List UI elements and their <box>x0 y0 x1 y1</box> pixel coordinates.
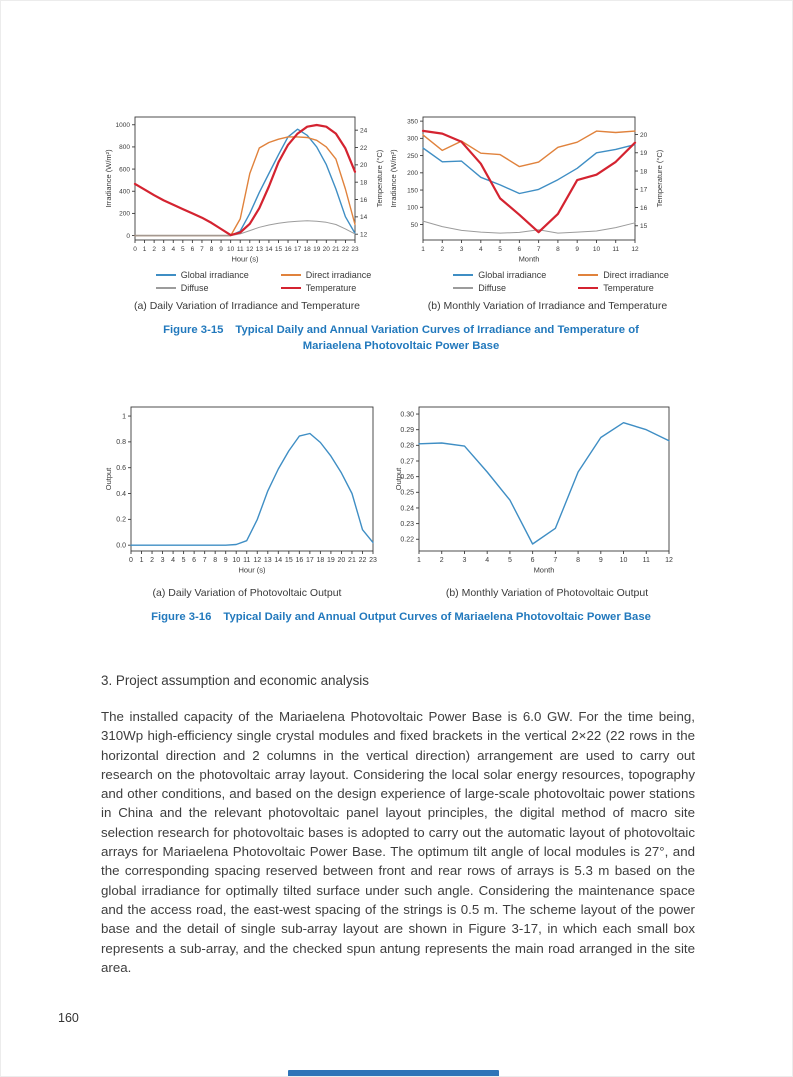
svg-text:7: 7 <box>553 557 558 564</box>
svg-text:13: 13 <box>255 246 263 253</box>
svg-text:6: 6 <box>190 246 195 253</box>
figure-3-15-caption-b: (b) Monthly Variation of Irradiance and Temperature <box>427 300 668 312</box>
svg-text:5: 5 <box>498 246 502 253</box>
svg-text:0.29: 0.29 <box>400 426 414 434</box>
legend-line-swatch <box>281 274 301 276</box>
svg-text:22: 22 <box>341 246 350 253</box>
svg-text:16: 16 <box>284 246 292 253</box>
svg-text:14: 14 <box>360 214 368 222</box>
svg-text:24: 24 <box>360 127 368 135</box>
svg-text:0.6: 0.6 <box>116 464 126 472</box>
figure-3-15-title <box>101 322 701 354</box>
chart-monthly-irradiance-temperature <box>386 107 701 271</box>
legend-item-global-irradiance <box>453 270 546 280</box>
figure-3-16-title <box>101 609 701 625</box>
legend-monthly-irradiance <box>406 270 716 293</box>
legend-label: Direct irradiance <box>603 270 669 280</box>
svg-text:16: 16 <box>295 557 304 564</box>
legend-item-direct-irradiance <box>578 270 669 280</box>
svg-text:7: 7 <box>200 246 204 253</box>
svg-text:17: 17 <box>293 246 302 253</box>
svg-text:9: 9 <box>219 246 223 253</box>
svg-text:16: 16 <box>360 196 368 204</box>
svg-text:11: 11 <box>642 557 650 564</box>
svg-text:21: 21 <box>332 246 340 253</box>
svg-text:19: 19 <box>640 150 648 158</box>
svg-text:0.4: 0.4 <box>116 490 126 498</box>
svg-text:0.27: 0.27 <box>400 458 414 466</box>
svg-text:350: 350 <box>407 118 418 126</box>
svg-text:10: 10 <box>592 246 601 253</box>
svg-text:12: 12 <box>246 246 254 253</box>
svg-text:1: 1 <box>417 557 421 564</box>
svg-text:17: 17 <box>640 186 648 194</box>
legend-label: Diffuse <box>478 283 507 293</box>
svg-text:0.26: 0.26 <box>400 473 414 481</box>
legend-line-swatch <box>453 287 473 289</box>
svg-text:Month: Month <box>518 254 540 264</box>
figure-3-16-caption-b: (b) Monthly Variation of Photovoltaic Output <box>445 587 649 599</box>
legend-line-swatch <box>156 287 176 289</box>
svg-text:5: 5 <box>507 557 512 564</box>
svg-text:19: 19 <box>313 246 321 253</box>
legend-line-swatch <box>156 274 176 276</box>
figure-3-16-title-text: Typical Daily and Annual Output Curves of Mariaelena Photovoltaic Power Base <box>223 611 651 623</box>
svg-text:20: 20 <box>640 131 648 139</box>
legend-label: Global irradiance <box>180 270 249 280</box>
svg-text:Output: Output <box>104 467 113 491</box>
svg-text:Month: Month <box>533 565 555 575</box>
svg-text:19: 19 <box>327 557 335 564</box>
svg-text:300: 300 <box>407 135 418 143</box>
svg-text:800: 800 <box>119 144 130 152</box>
svg-text:1000: 1000 <box>115 122 130 130</box>
svg-text:0.0: 0.0 <box>116 542 126 550</box>
svg-text:0.2: 0.2 <box>116 516 126 524</box>
svg-text:Irradiance (W/m²): Irradiance (W/m²) <box>389 149 398 208</box>
svg-text:0.22: 0.22 <box>400 536 414 544</box>
legend-line-swatch <box>453 274 473 276</box>
legend-label: Global irradiance <box>478 270 547 280</box>
legend-line-swatch <box>578 274 598 276</box>
svg-text:22: 22 <box>358 557 367 564</box>
svg-text:9: 9 <box>223 557 228 564</box>
svg-text:9: 9 <box>598 557 603 564</box>
svg-text:18: 18 <box>640 168 648 176</box>
svg-text:3: 3 <box>459 246 464 253</box>
svg-text:18: 18 <box>316 557 325 564</box>
legend-label: Temperature <box>305 283 357 293</box>
svg-text:8: 8 <box>213 557 218 564</box>
legend-item-temperature <box>281 283 372 293</box>
svg-text:150: 150 <box>407 187 418 195</box>
svg-text:12: 12 <box>253 557 262 564</box>
svg-text:11: 11 <box>236 246 244 253</box>
svg-text:Temperature (°C): Temperature (°C) <box>375 149 384 208</box>
svg-text:4: 4 <box>485 557 490 564</box>
legend-line-swatch <box>281 287 301 289</box>
svg-text:Irradiance (W/m²): Irradiance (W/m²) <box>104 149 113 208</box>
svg-text:200: 200 <box>407 170 418 178</box>
legend-item-global-irradiance <box>156 270 249 280</box>
svg-text:6: 6 <box>517 246 522 253</box>
svg-text:50: 50 <box>410 221 418 229</box>
legend-label: Temperature <box>603 283 654 293</box>
svg-text:16: 16 <box>640 204 648 212</box>
svg-text:11: 11 <box>243 557 251 564</box>
svg-text:2: 2 <box>440 246 445 253</box>
page-number: 160 <box>58 1011 79 1025</box>
svg-text:15: 15 <box>274 246 283 253</box>
svg-text:23: 23 <box>369 557 377 564</box>
svg-text:0.28: 0.28 <box>400 442 414 450</box>
svg-text:0.24: 0.24 <box>400 505 414 513</box>
chart-daily-irradiance-temperature <box>101 107 393 271</box>
svg-text:Temperature (°C): Temperature (°C) <box>655 149 664 208</box>
chart-monthly-output <box>391 397 703 581</box>
body-paragraph: The installed capacity of the Mariaelena Photovoltaic Power Base is 6.0 GW. For the time being, 310Wp high-efficiency single crystal modules and fixed brackets in the vertical 2×22 (22 rows in the horizontal direction and 2 columns in the vertical direction) arrangement are used to carry out research on the photovoltaic array layout. Considering the local solar energy resources, topography and other conditions, and based on the design experience of large-scale photovoltaic power stations in China and the relevant photovoltaic panel layout principles, the digital method of macro site selection research for photovoltaic bases is adopted to carry out the automatic layout of photovoltaic arrays for Mariaelena Photovoltaic Power Base. The optimum tilt angle of local modules is 27°, and the corresponding spacing reserved between front and rear rows of arrays is 5.3 m based on the global irradiance for optimally tilted surface under such angle. Considering the maintenance space and the access road, the east-west spacing of the strings is 0.5 m. The scheme layout of the power base and the detail of single sub-array layout are shown in Figure 3-17, in which each small box represents a sub-array, and the checked spun antung represents the main road arranged in the site area. <box>101 709 695 975</box>
svg-text:12: 12 <box>360 231 368 239</box>
svg-text:12: 12 <box>665 557 673 564</box>
svg-text:2: 2 <box>152 246 156 253</box>
svg-text:18: 18 <box>303 246 311 253</box>
svg-text:0.30: 0.30 <box>400 411 414 419</box>
svg-text:23: 23 <box>351 246 359 253</box>
svg-text:14: 14 <box>265 246 273 253</box>
svg-text:9: 9 <box>575 246 579 253</box>
svg-text:20: 20 <box>322 246 330 253</box>
svg-text:600: 600 <box>119 166 130 174</box>
svg-text:3: 3 <box>161 246 166 253</box>
svg-text:8: 8 <box>209 246 214 253</box>
svg-text:0: 0 <box>129 557 133 564</box>
legend-line-swatch <box>578 287 598 289</box>
svg-text:15: 15 <box>284 557 293 564</box>
svg-text:3: 3 <box>462 557 467 564</box>
svg-text:5: 5 <box>181 557 186 564</box>
figure-3-15-title-line1: Typical Daily and Annual Variation Curves of Irradiance and Temperature of <box>235 324 639 336</box>
svg-text:20: 20 <box>337 557 346 564</box>
svg-text:100: 100 <box>407 204 418 212</box>
svg-text:250: 250 <box>407 152 418 160</box>
svg-text:400: 400 <box>119 188 130 196</box>
figure-3-15-label: Figure 3-15 <box>163 324 224 336</box>
svg-text:22: 22 <box>360 144 368 152</box>
svg-text:0.25: 0.25 <box>400 489 414 497</box>
bottom-accent-bar <box>288 1070 499 1077</box>
svg-text:15: 15 <box>640 223 648 231</box>
section-heading: 3. Project assumption and economic analysis <box>101 673 369 688</box>
legend-item-temperature <box>578 283 669 293</box>
svg-text:8: 8 <box>556 246 560 253</box>
legend-daily-irradiance <box>116 270 411 293</box>
svg-text:13: 13 <box>263 557 272 564</box>
figure-3-16-label: Figure 3-16 <box>151 611 212 623</box>
svg-text:7: 7 <box>536 246 541 253</box>
svg-text:5: 5 <box>181 246 185 253</box>
svg-text:14: 14 <box>274 557 283 564</box>
svg-text:Hour (s): Hour (s) <box>231 254 259 264</box>
svg-text:8: 8 <box>576 557 581 564</box>
svg-text:1: 1 <box>139 557 144 564</box>
legend-label: Diffuse <box>180 283 209 293</box>
figure-3-15-title-line2: Mariaelena Photovoltaic Power Base <box>302 340 500 352</box>
svg-text:4: 4 <box>171 557 176 564</box>
svg-text:Output: Output <box>394 467 403 491</box>
legend-label: Direct irradiance <box>305 270 372 280</box>
svg-text:2: 2 <box>439 557 444 564</box>
svg-text:1: 1 <box>421 246 425 253</box>
svg-text:1: 1 <box>122 413 126 421</box>
chart-daily-output <box>101 397 393 581</box>
figure-3-16-caption-a: (a) Daily Variation of Photovoltaic Output <box>152 587 342 599</box>
svg-text:10: 10 <box>227 246 235 253</box>
svg-text:0.8: 0.8 <box>116 439 126 447</box>
svg-text:6: 6 <box>530 557 535 564</box>
svg-text:18: 18 <box>360 179 368 187</box>
svg-text:1: 1 <box>142 246 147 253</box>
svg-text:11: 11 <box>612 246 620 253</box>
figure-3-15-caption-a: (a) Daily Variation of Irradiance and Temperature <box>133 300 361 312</box>
svg-text:20: 20 <box>360 162 368 170</box>
svg-text:4: 4 <box>479 246 483 253</box>
svg-text:21: 21 <box>348 557 356 564</box>
svg-text:12: 12 <box>631 246 639 253</box>
svg-text:17: 17 <box>305 557 314 564</box>
svg-text:Hour (s): Hour (s) <box>238 565 266 575</box>
svg-text:3: 3 <box>160 557 165 564</box>
svg-text:0.23: 0.23 <box>400 520 414 528</box>
svg-text:10: 10 <box>619 557 628 564</box>
legend-item-direct-irradiance <box>281 270 372 280</box>
svg-text:200: 200 <box>119 210 130 218</box>
svg-text:6: 6 <box>192 557 197 564</box>
svg-text:2: 2 <box>150 557 154 564</box>
svg-text:0: 0 <box>126 232 130 240</box>
svg-text:10: 10 <box>232 557 241 564</box>
svg-text:7: 7 <box>202 557 207 564</box>
legend-item-diffuse <box>453 283 546 293</box>
svg-text:4: 4 <box>171 246 176 253</box>
svg-text:0: 0 <box>133 246 137 253</box>
legend-item-diffuse <box>156 283 249 293</box>
